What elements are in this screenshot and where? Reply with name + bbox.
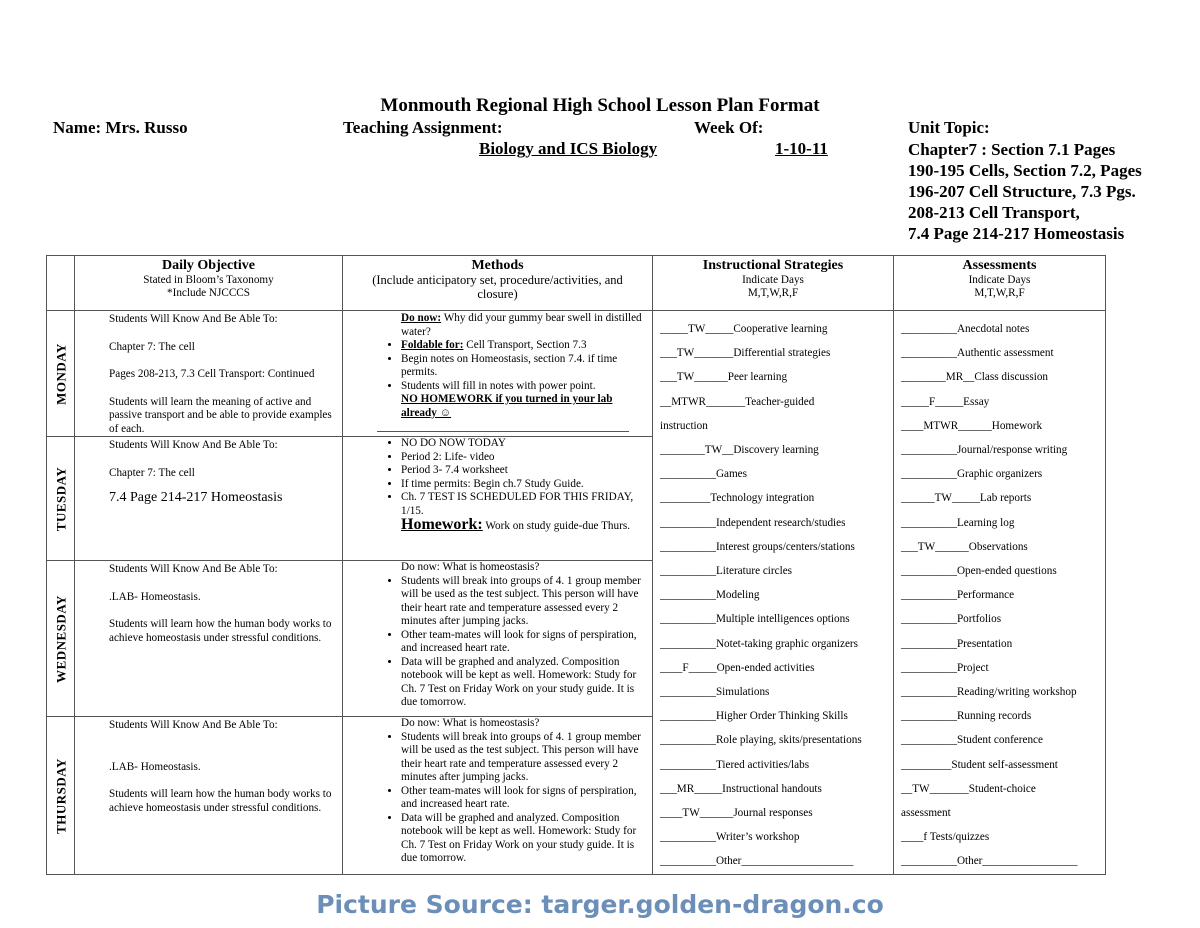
strategy-item: ____F_____Open-ended activities [660,661,815,674]
lesson-plan-table [46,255,1106,875]
objective-line: Students will learn how the human body works to [109,788,332,800]
methods-cell [343,311,653,437]
assessment-item: __________Project [901,661,989,674]
do-now-question: Why did your gummy bear swell in distilled water? [401,312,642,338]
objective-line: passive transport and be able to provide examples [109,409,332,421]
objective-line: .LAB- Homeostasis. [109,590,201,603]
strategy-item: __MTWR_______Teacher-guided [660,395,815,408]
unit-topic-line: 190-195 Cells, Section 7.2, Pages [908,161,1142,180]
assessment-item: __________Open-ended questions [901,565,1057,577]
assessments-column-header [894,256,1106,311]
strategy-item: __________Interest groups/centers/stations [660,540,855,553]
objective-column-header [75,256,343,311]
objective-line: Students will learn the meaning of active and [109,395,312,408]
strategy-item: ________TW__Discovery learning [660,444,819,456]
teacher-name: Name: Mrs. Russo [53,118,188,137]
teaching-assignment-label: Teaching Assignment: [343,118,503,137]
homework-text: Work on study guide-due Thurs. [485,520,630,532]
strategy-item: __________Simulations [660,686,770,698]
strategies-cell [653,311,894,875]
objective-cell [75,717,343,875]
objective-line: 7.4 Page 214-217 Homeostasis [109,490,283,505]
assessment-item: _____F_____Essay [901,395,990,408]
methods-cell [343,717,653,875]
assessment-item: _________Student self-assessment [901,758,1058,771]
day-label: MONDAY [52,342,68,405]
day-label-cell [47,437,75,561]
day-row-monday [47,311,1106,437]
objective-heading: Daily Objective [162,258,255,273]
assessment-item: ____MTWR______Homework [901,419,1043,432]
do-now-text: Do now: What is homeostasis? [401,717,540,729]
strategy-item: __________Games [660,468,748,481]
unit-topic-line: 196-207 Cell Structure, 7.3 Pgs. [908,182,1136,201]
strategy-item: ____TW______Journal responses [660,807,813,819]
methods-list [377,731,644,866]
assessments-heading: Assessments [962,258,1037,273]
strategy-item: instruction [660,419,708,432]
strategy-item: _____TW_____Cooperative learning [660,323,828,335]
objective-line: Chapter 7: The cell [109,466,195,479]
unit-topic-value [908,139,1142,244]
objective-line: achieve homeostasis under stressful conditions. [109,801,322,814]
objective-line: Students will learn how the human body works to [109,618,332,630]
assessment-item: __________Authentic assessment [901,347,1054,360]
strategy-item: __________Other____________________ [660,855,854,868]
methods-item: • Ch. 7 TEST IS SCHEDULED FOR THIS FRIDAY, 1/15. [401,491,644,518]
teaching-assignment-value: Biology and ICS Biology [479,139,658,158]
assessment-item: ______TW_____Lab reports [901,492,1032,505]
objective-line: Students Will Know And Be Able To: [109,439,278,451]
assessment-item: __TW_______Student-choice [901,782,1036,795]
objective-line: achieve homeostasis under stressful conditions. [109,631,322,644]
week-of-label: Week Of: [694,118,764,137]
objective-cell [75,561,343,717]
methods-cell [343,561,653,717]
assessment-item: ___TW______Observations [901,540,1028,553]
methods-item: • Students will break into groups of 4. 1 group member will be used as the test subject. This person will have their heart rate and temperature assessed every 2 minutes after jumping jacks. [401,575,644,629]
methods-item: • If time permits: Begin ch.7 Study Guide. [401,478,644,492]
assessments-subheading: M,T,W,R,F [974,287,1025,299]
methods-item: • Foldable for: Cell Transport, Section 7.3 [401,339,644,353]
assessment-item: __________Learning log [901,516,1015,529]
objective-line: Students Will Know And Be Able To: [109,563,278,575]
methods-item: • Begin notes on Homeostasis, section 7.4. if time permits. [401,353,644,380]
strategy-item: __________Writer’s workshop [660,831,800,844]
assessment-item: __________Journal/response writing [901,444,1068,456]
week-of-value: 1-10-11 [775,139,828,158]
strategy-item: ___MR_____Instructional handouts [660,782,822,795]
methods-list [377,339,644,393]
unit-topic-line: 7.4 Page 214-217 Homeostasis [908,224,1125,243]
do-now-text: Do now: What is homeostasis? [401,561,540,573]
strategy-item: ___TW_______Differential strategies [660,347,831,360]
strategy-item: __________Tiered activities/labs [660,758,810,771]
objective-line: Students Will Know And Be Able To: [109,719,278,731]
assessment-item: __________Reading/writing workshop [901,686,1077,698]
strategy-item: ___TW______Peer learning [660,371,788,384]
assessment-item: __________Performance [901,589,1015,602]
homework-note: NO HOMEWORK if you turned in your lab already ☺ [401,393,613,419]
assessment-item: __________Student conference [901,734,1043,747]
strategy-item: __________Role playing, skits/presentations [660,734,862,747]
assessments-cell [894,311,1106,875]
homework-line [401,518,644,534]
unit-topic-line: 208-213 Cell Transport, [908,203,1080,222]
strategy-item: __________Modeling [660,589,760,602]
methods-subheading: (Include anticipatory set, procedure/activities, and [372,272,623,287]
methods-heading: Methods [471,258,524,273]
methods-item: • Other team-mates will look for signs of perspiration, and increased heart rate. [401,629,644,656]
objective-line: of each. [109,422,145,435]
assessment-item: __________Presentation [901,637,1013,650]
assessment-item: __________Other_________________ [901,855,1078,868]
strategy-item: __________Notet-taking graphic organizers [660,637,859,650]
assessment-item: ____f Tests/quizzes [901,831,990,844]
objective-line: Students Will Know And Be Able To: [109,313,278,325]
assessments-subheading: Indicate Days [968,273,1031,286]
methods-cell [343,437,653,561]
assessment-item: __________Graphic organizers [901,468,1043,481]
methods-subheading: closure) [477,287,518,301]
methods-item: • Period 2: Life- video [401,451,644,465]
corner-cell [47,256,75,311]
assessment-item: ________MR__Class discussion [901,371,1049,384]
strategy-item: __________Independent research/studies [660,516,846,529]
methods-item: • Period 3- 7.4 worksheet [401,464,644,478]
methods-item: • Students will fill in notes with power point. [401,380,644,394]
methods-item: • Data will be graphed and analyzed. Composition notebook will be kept as well. Homework: Study for Ch. 7 Test on Friday Work on your study guide. It is due tomorrow. [401,656,644,710]
methods-list [377,575,644,710]
methods-item: • Data will be graphed and analyzed. Composition notebook will be kept as well. Homework: Study for Ch. 7 Test on Friday Work on your study guide. It is due tomorrow. [401,812,644,866]
do-now-text: Do now: Why did your gummy bear swell in distilled water? [401,312,642,338]
day-label-cell [47,561,75,717]
assessment-item: __________Portfolios [901,613,1002,626]
strategy-item: __________Higher Order Thinking Skills [660,710,848,723]
day-label-cell [47,311,75,437]
strategy-item: __________Multiple intelligences options [660,613,850,626]
assessment-item: assessment [901,807,951,819]
methods-item: • Other team-mates will look for signs of perspiration, and increased heart rate. [401,785,644,812]
objective-cell [75,311,343,437]
objective-line: Chapter 7: The cell [109,340,195,353]
divider [377,431,629,432]
day-label-cell [47,717,75,875]
objective-subheading: Stated in Bloom’s Taxonomy [143,273,274,286]
assessment-item: __________Running records [901,710,1032,723]
day-label: WEDNESDAY [52,594,68,683]
methods-column-header [343,256,653,311]
day-label: TUESDAY [52,466,68,531]
unit-topic-line: Chapter7 : Section 7.1 Pages [908,140,1116,159]
homework-label: Homework: [401,516,483,533]
strategy-item: __________Literature circles [660,565,793,577]
methods-item: • Students will break into groups of 4. 1 group member will be used as the test subject. This person will have their heart rate and temperature assessed every 2 minutes after jumping jacks. [401,731,644,785]
objective-cell [75,437,343,561]
methods-item: • NO DO NOW TODAY [401,437,644,451]
foldable-label: Foldable for: [401,339,464,351]
strategies-column-header [653,256,894,311]
strategies-subheading: M,T,W,R,F [747,287,799,299]
document-title: Monmouth Regional High School Lesson Plan Format [380,95,820,116]
header-row [47,256,1106,311]
strategies-subheading: Indicate Days [742,273,804,286]
objective-subheading: *Include NJCCCS [167,287,250,299]
day-label: THURSDAY [52,757,68,834]
methods-list [377,437,644,518]
objective-line: Pages 208-213, 7.3 Cell Transport: Continued [109,368,315,380]
assessment-item: __________Anecdotal notes [901,323,1030,335]
objective-line: .LAB- Homeostasis. [109,760,201,773]
strategy-item: _________Technology integration [660,492,815,505]
unit-topic-label: Unit Topic: [908,118,990,137]
picture-source-watermark: Picture Source: targer.golden-dragon.co [316,890,884,919]
strategies-heading: Instructional Strategies [702,258,844,273]
